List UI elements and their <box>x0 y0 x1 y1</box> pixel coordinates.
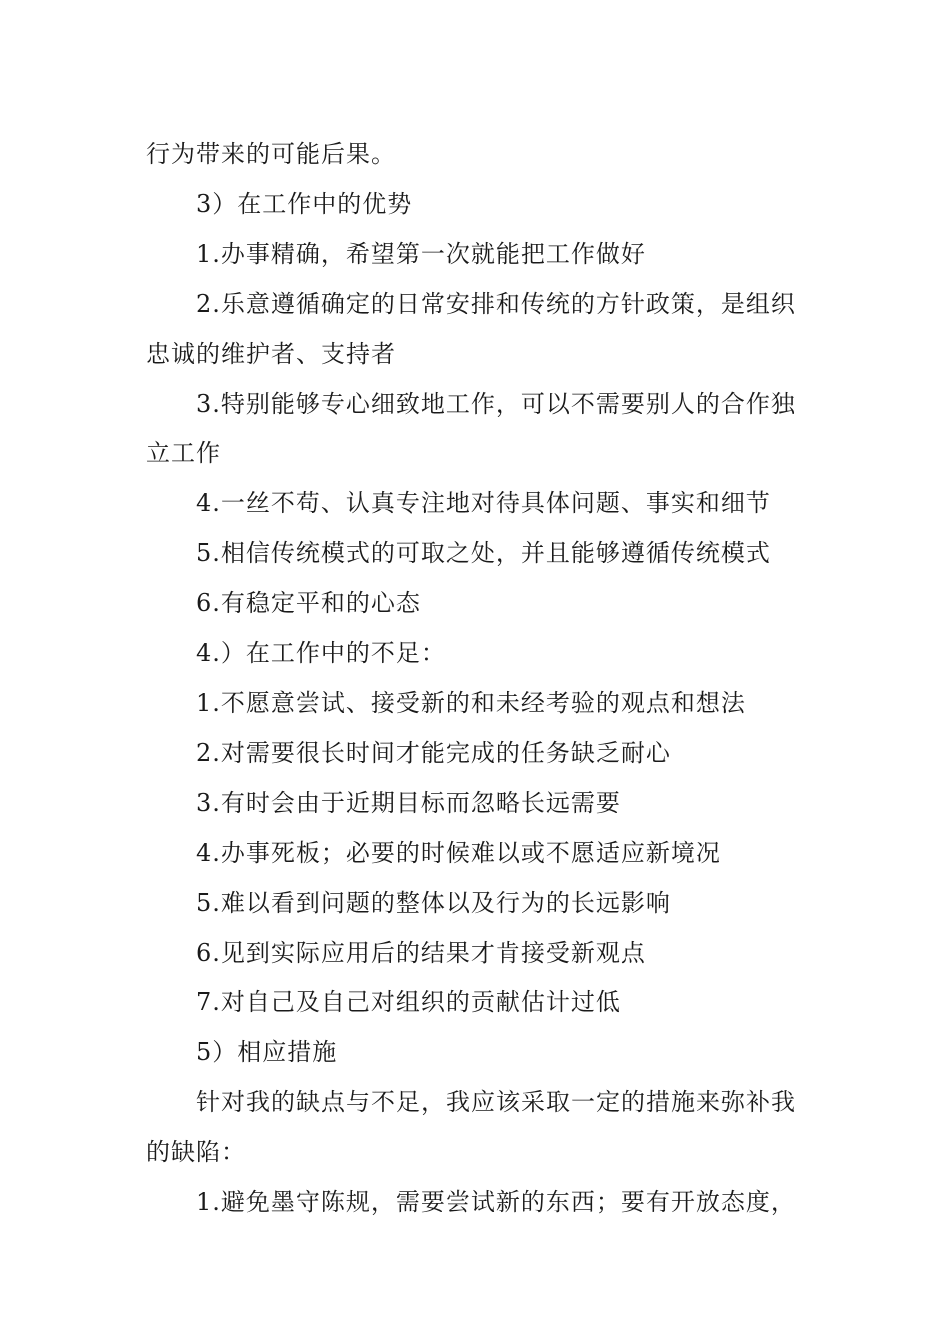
list-item: 4.一丝不苟、认真专注地对待具体问题、事实和细节 <box>196 489 771 518</box>
paragraph-continuation: 行为带来的可能后果。 <box>146 140 396 168</box>
list-item: 1.办事精确，希望第一次就能把工作做好 <box>196 239 646 268</box>
list-item: 4.办事死板；必要的时候难以或不愿适应新境况 <box>196 838 721 867</box>
list-item: 5.难以看到问题的整体以及行为的长远影响 <box>196 888 671 917</box>
heading-weaknesses: 4.）在工作中的不足： <box>196 639 446 668</box>
heading-measures: 5）相应措施 <box>196 1038 338 1067</box>
heading-strengths: 3）在工作中的优势 <box>196 189 413 218</box>
document-body <box>146 130 811 1228</box>
list-item: 6.有稳定平和的心态 <box>196 589 421 618</box>
list-item: 1.避免墨守陈规，需要尝试新的东西；要有开放态度， <box>196 1188 796 1217</box>
list-item: 2.乐意遵循确定的日常安排和传统的方针政策，是组织忠诚的维护者、支持者 <box>146 289 796 368</box>
list-item: 2.对需要很长时间才能完成的任务缺乏耐心 <box>196 738 671 767</box>
list-item: 3.特别能够专心细致地工作，可以不需要别人的合作独立工作 <box>146 389 796 468</box>
list-item: 7.对自己及自己对组织的贡献估计过低 <box>196 988 621 1017</box>
list-item: 1.不愿意尝试、接受新的和未经考验的观点和想法 <box>196 688 746 717</box>
list-item: 6.见到实际应用后的结果才肯接受新观点 <box>196 938 646 967</box>
list-item: 3.有时会由于近期目标而忽略长远需要 <box>196 788 621 817</box>
paragraph-measures-intro: 针对我的缺点与不足，我应该采取一定的措施来弥补我的缺陷： <box>146 1088 796 1167</box>
list-item: 5.相信传统模式的可取之处，并且能够遵循传统模式 <box>196 539 771 568</box>
